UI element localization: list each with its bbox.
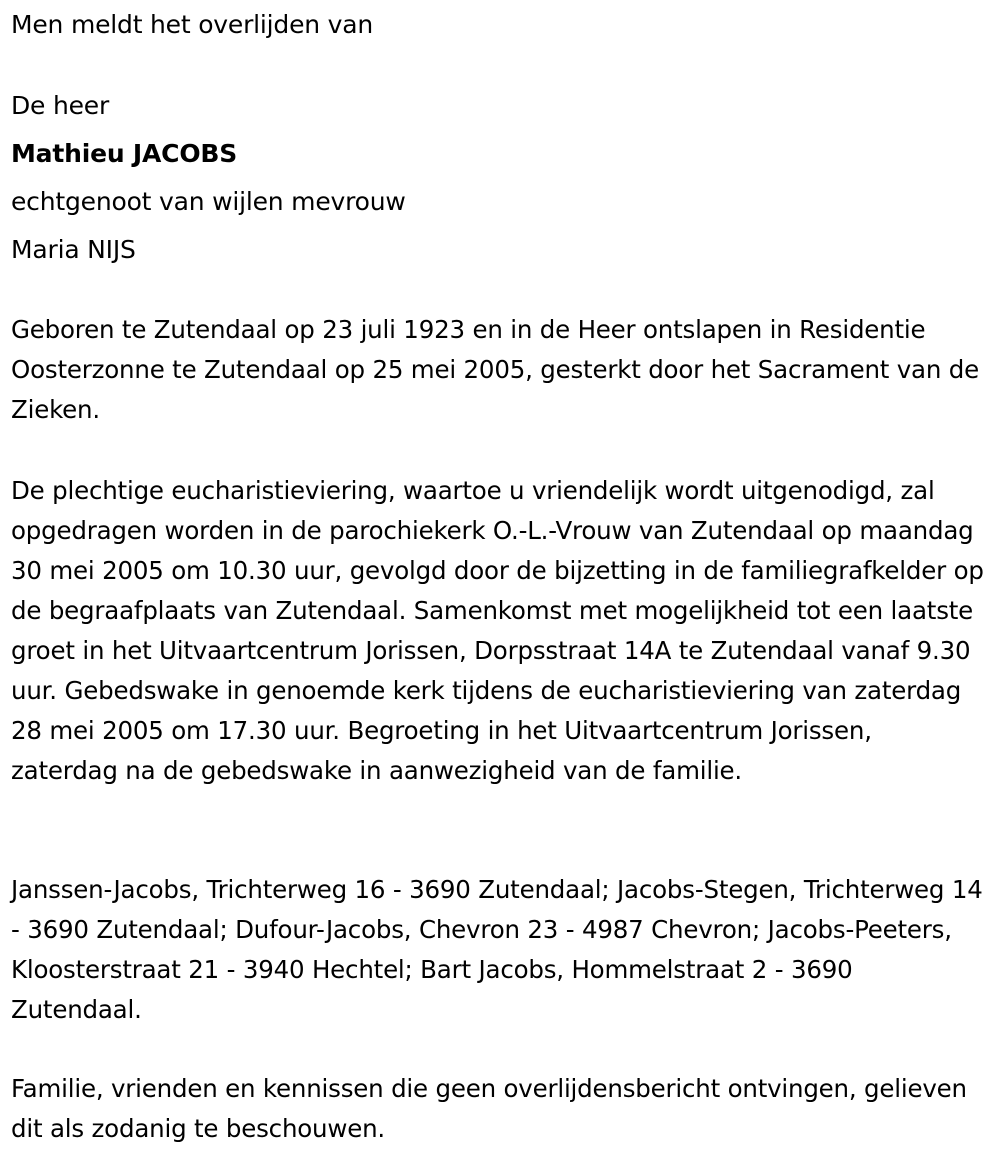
birth-death-paragraph: Geboren te Zutendaal op 23 juli 1923 en in de Heer ontslapen in Residentie Oosterzonne te Zutendaal op 25 mei 2005, gesterkt door het Sacrament van de Zieken. <box>11 315 980 424</box>
intro-text: Men meldt het overlijden van <box>11 10 374 39</box>
relation-text: echtgenoot van wijlen mevrouw <box>11 187 406 216</box>
ceremony-paragraph: De plechtige eucharistieviering, waartoe u vriendelijk wordt uitgenodigd, zal opgedragen worden in de parochiekerk O.-L.-Vrouw van Zutendaal op maandag 30 mei 2005 om 10.30 uur, gevolgd door de bijzetting in de familiegrafkelder op de begraafplaats van Zutendaal. Samenkomst met mogelijkheid tot een laatste groet in het Uitvaartcentrum Jorissen, Dorpsstraat 14A te Zutendaal vanaf 9.30 uur. Gebedswake in genoemde kerk tijdens de eucharistieviering van zaterdag 28 mei 2005 om 17.30 uur. Begroeting in het Uitvaartcentrum Jorissen, zaterdag na de gebedswake in aanwezigheid van de familie. <box>11 476 984 785</box>
deceased-name: Mathieu JACOBS <box>11 139 238 168</box>
spouse-name: Maria NIJS <box>11 235 136 264</box>
salutation-text: De heer <box>11 91 110 120</box>
family-addresses-paragraph: Janssen-Jacobs, Trichterweg 16 - 3690 Zutendaal; Jacobs-Stegen, Trichterweg 14 - 3690 Zutendaal; Dufour-Jacobs, Chevron 23 - 4987 Chevron; Jacobs-Peeters, Kloosterstraat 21 - 3940 Hechtel; Bart Jacobs, Hommelstraat 2 - 3690 Zutendaal. <box>11 875 983 1024</box>
closing-paragraph: Familie, vrienden en kennissen die geen overlijdensbericht ontvingen, gelieven dit als zodanig te beschouwen. <box>11 1074 967 1143</box>
